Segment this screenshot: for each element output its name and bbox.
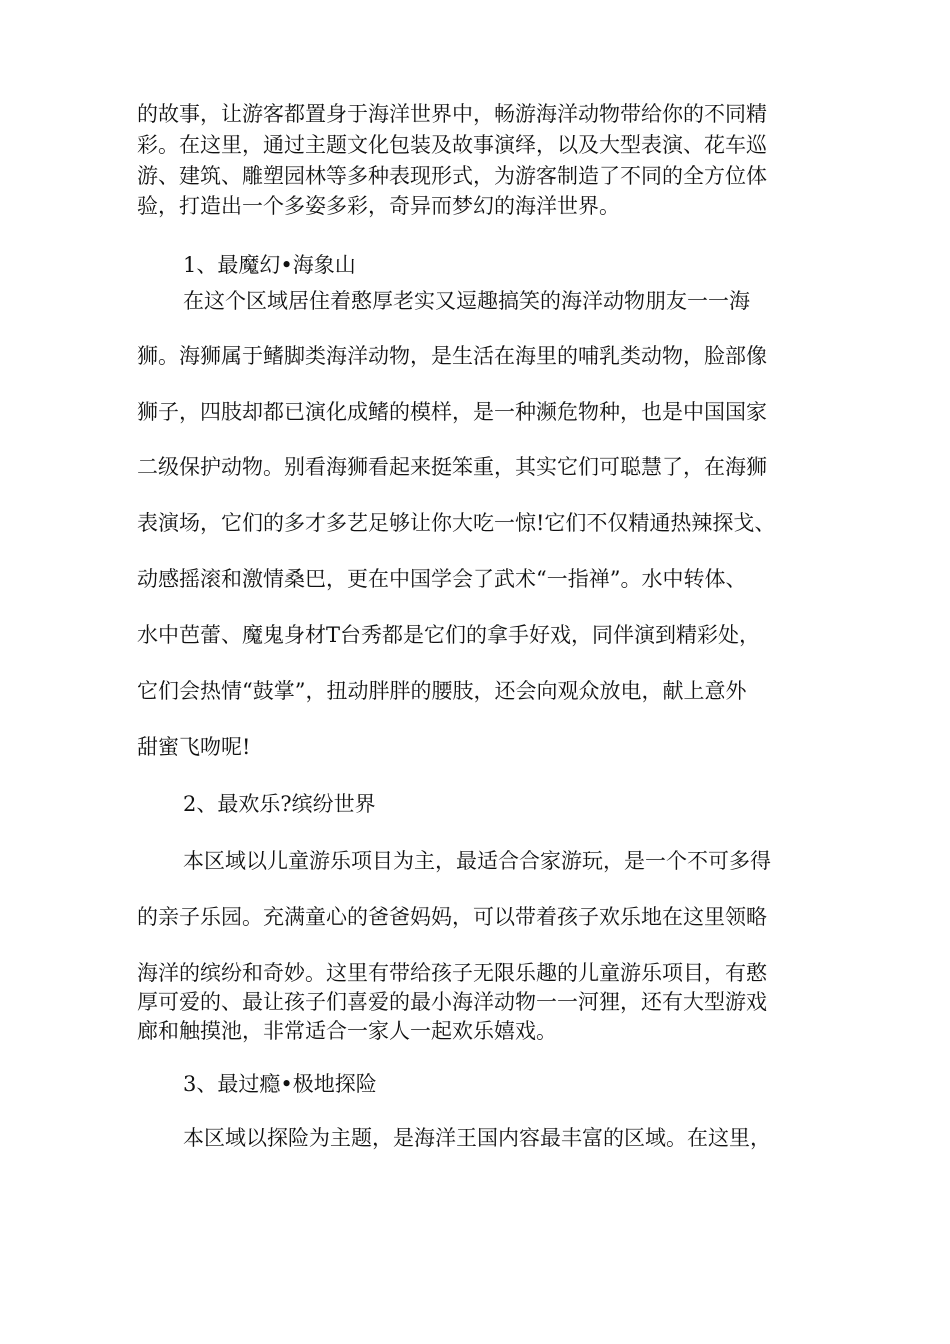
text-line: 甜蜜飞吻呢! <box>137 735 251 759</box>
text-line: 狮。海狮属于鳍脚类海洋动物，是生活在海里的哺乳类动物，脸部像 <box>137 344 767 368</box>
text-line: 海洋的缤纷和奇妙。这里有带给孩子无限乐趣的儿童游乐项目，有憨 <box>137 961 767 985</box>
text-line: 狮子，四肢却都已演化成鳍的模样，是一种濒危物种，也是中国国家 <box>137 400 767 424</box>
section-heading-2: 2、最欢乐?缤纷世界 <box>183 792 376 816</box>
text-line: 厚可爱的、最让孩子们喜爱的最小海洋动物一一河狸，还有大型游戏 <box>137 990 767 1014</box>
text-line: 的故事，让游客都置身于海洋世界中，畅游海洋动物带给你的不同精 <box>137 102 767 126</box>
text-line: 的亲子乐园。充满童心的爸爸妈妈，可以带着孩子欢乐地在这里领略 <box>137 905 767 929</box>
text-line: 廊和触摸池，非常适合一家人一起欢乐嬉戏。 <box>137 1019 557 1043</box>
text-line: 它们会热情“鼓掌”，扭动胖胖的腰肢，还会向观众放电，献上意外 <box>137 679 747 703</box>
text-line: 本区域以儿童游乐项目为主，最适合合家游玩，是一个不可多得 <box>183 849 771 873</box>
section-heading-3: 3、最过瘾•极地探险 <box>183 1072 377 1096</box>
text-line: 本区域以探险为主题，是海洋王国内容最丰富的区域。在这里， <box>183 1126 771 1150</box>
text-line: 彩。在这里，通过主题文化包装及故事演绎，以及大型表演、花车巡 <box>137 133 767 157</box>
text-line: 二级保护动物。别看海狮看起来挺笨重，其实它们可聪慧了，在海狮 <box>137 455 767 479</box>
text-line: 表演场，它们的多才多艺足够让你大吃一惊!它们不仅精通热辣探戈、 <box>137 511 776 535</box>
text-line: 水中芭蕾、魔鬼身材T台秀都是它们的拿手好戏，同伴演到精彩处， <box>137 623 761 647</box>
text-line: 游、建筑、雕塑园林等多种表现形式，为游客制造了不同的全方位体 <box>137 164 767 188</box>
text-line: 动感摇滚和激情桑巴，更在中国学会了武术“一指禅”。水中转体、 <box>137 567 747 591</box>
text-line: 在这个区域居住着憨厚老实又逗趣搞笑的海洋动物朋友一一海 <box>183 289 750 313</box>
text-line: 验，打造出一个多姿多彩，奇异而梦幻的海洋世界。 <box>137 194 620 218</box>
section-heading-1: 1、最魔幻•海象山 <box>183 253 356 277</box>
